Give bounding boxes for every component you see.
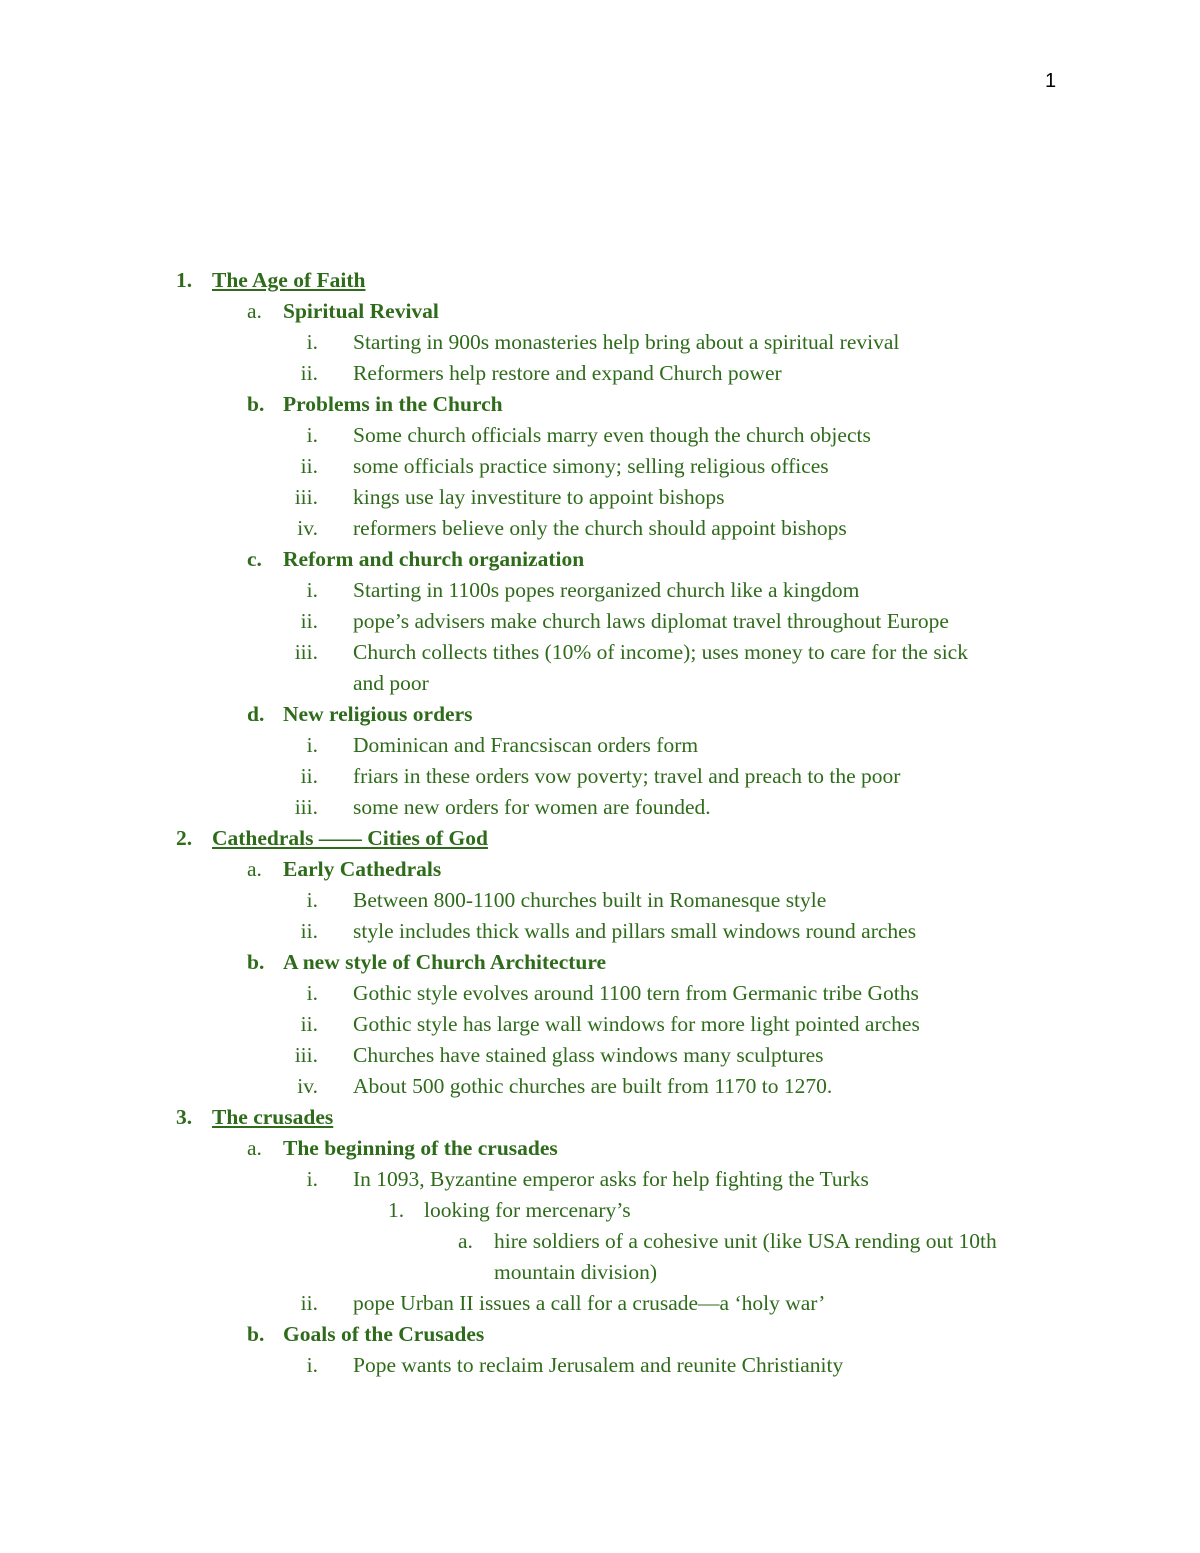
section-heading-text: The Age of Faith bbox=[212, 268, 366, 292]
outline-item-marker: i. bbox=[306, 1167, 318, 1191]
outline-item-marker: iii. bbox=[294, 1043, 318, 1067]
outline-item-marker: i. bbox=[306, 1353, 318, 1377]
subsection-heading-marker: a. bbox=[247, 299, 262, 323]
outline-item-text: style includes thick walls and pillars small windows round arches bbox=[353, 919, 917, 943]
outline-subitem-text: looking for mercenary’s bbox=[424, 1198, 631, 1222]
outline-item bbox=[0, 916, 1200, 947]
outline-item bbox=[0, 420, 1200, 451]
outline-item-marker: iii. bbox=[294, 485, 318, 509]
outline-item-marker: iv. bbox=[297, 516, 318, 540]
outline bbox=[0, 265, 1200, 1381]
outline-item-text: Gothic style has large wall windows for more light pointed arches bbox=[353, 1012, 920, 1036]
subsection-heading-text: Goals of the Crusades bbox=[283, 1322, 485, 1346]
subsection-heading-text: Early Cathedrals bbox=[283, 857, 442, 881]
section-heading-marker: 3. bbox=[176, 1105, 193, 1129]
outline-item bbox=[0, 730, 1200, 761]
subsection-heading bbox=[0, 296, 1200, 327]
outline-subsubitem-text: hire soldiers of a cohesive unit (like USA rending out 10th bbox=[494, 1229, 997, 1253]
outline-item-marker: ii. bbox=[300, 454, 318, 478]
outline-item bbox=[0, 885, 1200, 916]
subsection-heading bbox=[0, 389, 1200, 420]
subsection-heading-marker: b. bbox=[247, 392, 265, 416]
outline-item-text: some officials practice simony; selling religious offices bbox=[353, 454, 829, 478]
outline-item-text: Some church officials marry even though the church objects bbox=[353, 423, 871, 447]
outline-item bbox=[0, 637, 1200, 668]
section-heading-text: The crusades bbox=[212, 1105, 334, 1129]
outline-item bbox=[0, 1164, 1200, 1195]
outline-item-marker: iii. bbox=[294, 640, 318, 664]
outline-item bbox=[0, 482, 1200, 513]
outline-item bbox=[0, 358, 1200, 389]
subsection-heading-text: The beginning of the crusades bbox=[283, 1136, 558, 1160]
outline-item-text: pope Urban II issues a call for a crusade—a ‘holy war’ bbox=[353, 1291, 826, 1315]
section-heading-marker: 2. bbox=[176, 826, 193, 850]
outline-item-marker: i. bbox=[306, 733, 318, 757]
outline-item-text: Starting in 900s monasteries help bring about a spiritual revival bbox=[353, 330, 900, 354]
subsection-heading-marker: a. bbox=[247, 857, 262, 881]
subsection-heading-text: Spiritual Revival bbox=[283, 299, 439, 323]
outline-item bbox=[0, 575, 1200, 606]
outline-item-continuation bbox=[0, 668, 1200, 699]
outline-item-marker: i. bbox=[306, 423, 318, 447]
subsection-heading bbox=[0, 1133, 1200, 1164]
outline-item bbox=[0, 513, 1200, 544]
outline-item bbox=[0, 1040, 1200, 1071]
subsection-heading-marker: c. bbox=[247, 547, 262, 571]
outline-item-text: Between 800-1100 churches built in Romanesque style bbox=[353, 888, 827, 912]
outline-item-marker: i. bbox=[306, 981, 318, 1005]
outline-item bbox=[0, 1071, 1200, 1102]
subsection-heading-marker: b. bbox=[247, 1322, 265, 1346]
outline-item-marker: iv. bbox=[297, 1074, 318, 1098]
outline-item bbox=[0, 1350, 1200, 1381]
section-heading-marker: 1. bbox=[176, 268, 193, 292]
outline-item-marker: i. bbox=[306, 578, 318, 602]
outline-subitem bbox=[0, 1195, 1200, 1226]
outline-item-marker: ii. bbox=[300, 764, 318, 788]
outline-item-text: some new orders for women are founded. bbox=[353, 795, 711, 819]
outline-item-marker: ii. bbox=[300, 609, 318, 633]
outline-item bbox=[0, 978, 1200, 1009]
outline-item-text: Reformers help restore and expand Church power bbox=[353, 361, 782, 385]
outline-item-text: In 1093, Byzantine emperor asks for help fighting the Turks bbox=[353, 1167, 869, 1191]
outline-item bbox=[0, 606, 1200, 637]
outline-item bbox=[0, 792, 1200, 823]
subsection-heading bbox=[0, 947, 1200, 978]
subsection-heading bbox=[0, 699, 1200, 730]
subsection-heading bbox=[0, 1319, 1200, 1350]
outline-item-text: Pope wants to reclaim Jerusalem and reunite Christianity bbox=[353, 1353, 844, 1377]
outline-item bbox=[0, 451, 1200, 482]
section-heading-text: Cathedrals —— Cities of God bbox=[212, 826, 488, 850]
outline-subsubitem bbox=[0, 1226, 1200, 1257]
outline-item-marker: i. bbox=[306, 330, 318, 354]
outline-item-text: Dominican and Francsiscan orders form bbox=[353, 733, 699, 757]
subsection-heading-text: A new style of Church Architecture bbox=[283, 950, 607, 974]
outline-item-text: Church collects tithes (10% of income); uses money to care for the sick bbox=[353, 640, 968, 664]
page-number: 1 bbox=[1045, 70, 1057, 92]
outline-subsubitem-continuation bbox=[0, 1257, 1200, 1288]
outline-item bbox=[0, 1288, 1200, 1319]
section-heading bbox=[0, 823, 1200, 854]
section-heading bbox=[0, 1102, 1200, 1133]
outline-subsubitem-marker: a. bbox=[458, 1229, 473, 1253]
outline-item-marker: ii. bbox=[300, 1012, 318, 1036]
subsection-heading-marker: b. bbox=[247, 950, 265, 974]
outline-item-marker: ii. bbox=[300, 361, 318, 385]
outline-item-text: friars in these orders vow poverty; travel and preach to the poor bbox=[353, 764, 901, 788]
subsection-heading-text: Reform and church organization bbox=[283, 547, 585, 571]
subsection-heading bbox=[0, 854, 1200, 885]
outline-item-text: kings use lay investiture to appoint bishops bbox=[353, 485, 725, 509]
outline-item-text: pope’s advisers make church laws diplomat travel throughout Europe bbox=[353, 609, 949, 633]
subsection-heading-text: New religious orders bbox=[283, 702, 473, 726]
outline-item-text: About 500 gothic churches are built from 1170 to 1270. bbox=[353, 1074, 833, 1098]
outline-item-text: Starting in 1100s popes reorganized church like a kingdom bbox=[353, 578, 860, 602]
outline-item bbox=[0, 1009, 1200, 1040]
subsection-heading-text: Problems in the Church bbox=[283, 392, 503, 416]
outline-subsubitem-continuation-text: mountain division) bbox=[494, 1260, 658, 1284]
outline-item-marker: i. bbox=[306, 888, 318, 912]
outline-item-continuation-text: and poor bbox=[353, 671, 429, 695]
outline-item-marker: ii. bbox=[300, 1291, 318, 1315]
subsection-heading-marker: d. bbox=[247, 702, 265, 726]
subsection-heading bbox=[0, 544, 1200, 575]
outline-item-text: Gothic style evolves around 1100 tern from Germanic tribe Goths bbox=[353, 981, 919, 1005]
outline-item bbox=[0, 761, 1200, 792]
outline-item-marker: ii. bbox=[300, 919, 318, 943]
outline-subitem-marker: 1. bbox=[388, 1198, 405, 1222]
outline-item bbox=[0, 327, 1200, 358]
outline-item-text: Churches have stained glass windows many sculptures bbox=[353, 1043, 824, 1067]
subsection-heading-marker: a. bbox=[247, 1136, 262, 1160]
section-heading bbox=[0, 265, 1200, 296]
outline-item-text: reformers believe only the church should appoint bishops bbox=[353, 516, 847, 540]
outline-item-marker: iii. bbox=[294, 795, 318, 819]
